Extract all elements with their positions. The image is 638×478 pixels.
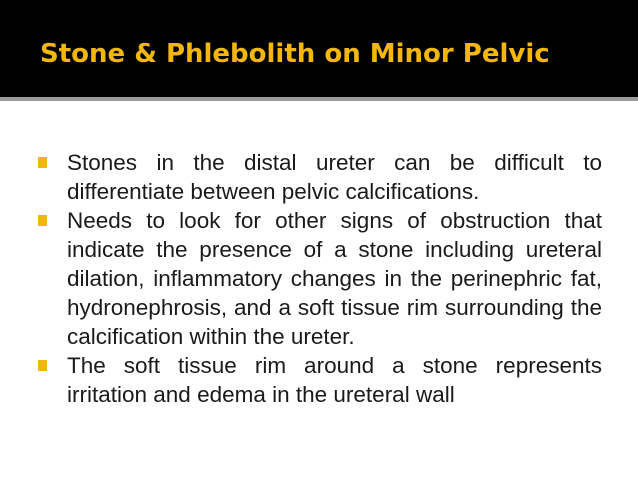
list-item xyxy=(38,148,602,206)
bullet-list xyxy=(38,148,602,409)
bullet-text: Stones in the distal ureter can be difficult to differentiate between pelvic calcifications. xyxy=(67,150,602,204)
list-item xyxy=(38,351,602,409)
list-item xyxy=(38,206,602,351)
square-bullet-icon xyxy=(38,157,47,168)
bullet-text: The soft tissue rim around a stone represents irritation and edema in the ureteral wall xyxy=(67,353,602,407)
title-bar xyxy=(0,0,638,101)
slide-title: Stone & Phlebolith on Minor Pelvic xyxy=(40,39,550,69)
slide-body xyxy=(38,148,602,409)
square-bullet-icon xyxy=(38,215,47,226)
bullet-text: Needs to look for other signs of obstruction that indicate the presence of a stone including ureteral dilation, inflammatory changes in the perinephric fat, hydronephrosis, and a soft tissue rim surrounding the calcification within the ureter. xyxy=(67,208,602,349)
square-bullet-icon xyxy=(38,360,47,371)
